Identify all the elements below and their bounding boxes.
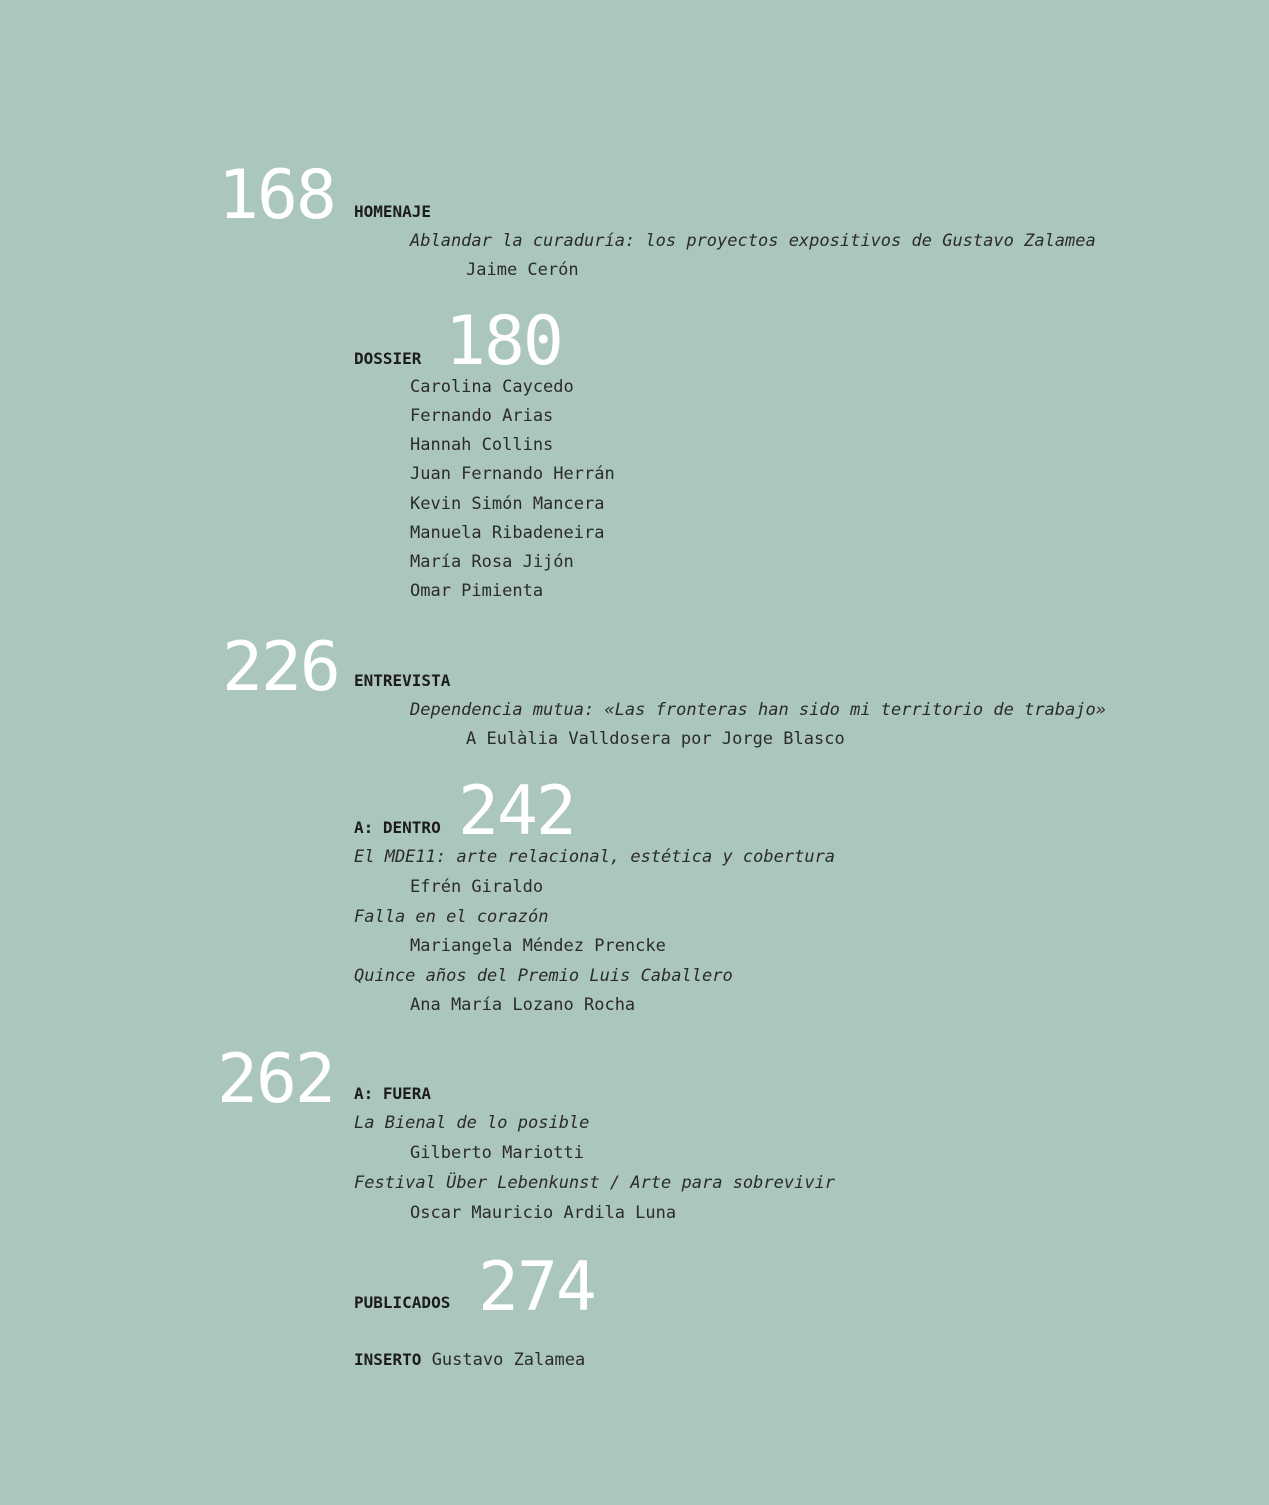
article-title-fuera: La Bienal de lo posible	[354, 1113, 590, 1133]
section-label-inserto: INSERTO	[354, 1350, 422, 1369]
section-label-publicados: PUBLICADOS	[354, 1293, 451, 1312]
dossier-artist: Manuela Ribadeneira	[410, 523, 605, 543]
article-title-dentro: Quince años del Premio Luis Caballero	[354, 966, 733, 986]
article-title-fuera: Festival Über Lebenkunst / Arte para sobrevivir	[354, 1173, 836, 1193]
section-label-dossier: DOSSIER	[354, 349, 422, 368]
section-label-fuera: A: FUERA	[354, 1084, 432, 1103]
dossier-artist: Juan Fernando Herrán	[410, 464, 615, 484]
article-title-dentro: Falla en el corazón	[354, 907, 549, 927]
section-label-entrevista: ENTREVISTA	[354, 671, 451, 690]
article-author-dentro: Ana María Lozano Rocha	[410, 995, 636, 1015]
article-title-homenaje: Ablandar la curaduría: los proyectos expositivos de Gustavo Zalamea	[410, 231, 1096, 251]
dossier-artist: Carolina Caycedo	[410, 377, 574, 397]
dossier-artist: Hannah Collins	[410, 435, 554, 455]
dossier-artist: Omar Pimienta	[410, 581, 544, 601]
page-number-dentro: 242	[458, 772, 575, 851]
article-author-fuera: Gilberto Mariotti	[410, 1143, 584, 1163]
dossier-artist: Kevin Simón Mancera	[410, 494, 605, 514]
article-author-homenaje: Jaime Cerón	[466, 260, 579, 280]
inserto-name: Gustavo Zalamea	[431, 1350, 586, 1370]
article-title-dentro: El MDE11: arte relacional, estética y cobertura	[354, 847, 836, 867]
article-author-dentro: Mariangela Méndez Prencke	[410, 936, 666, 956]
page-number-homenaje: 168	[218, 156, 335, 235]
dossier-artist: María Rosa Jijón	[410, 552, 574, 572]
article-author-dentro: Efrén Giraldo	[410, 877, 544, 897]
page-number-fuera: 262	[217, 1040, 334, 1119]
inserto-line	[354, 1350, 585, 1370]
page-number-entrevista: 226	[222, 628, 339, 707]
article-title-entrevista: Dependencia mutua: «Las fronteras han sido mi territorio de trabajo»	[410, 700, 1106, 720]
section-label-homenaje: HOMENAJE	[354, 202, 432, 221]
dossier-artist: Fernando Arias	[410, 406, 554, 426]
article-author-entrevista: A Eulàlia Valldosera por Jorge Blasco	[466, 729, 845, 749]
page-number-publicados: 274	[478, 1248, 595, 1327]
article-author-fuera: Oscar Mauricio Ardila Luna	[410, 1203, 677, 1223]
page-number-dossier: 180	[445, 302, 562, 381]
section-label-dentro: A: DENTRO	[354, 818, 441, 837]
